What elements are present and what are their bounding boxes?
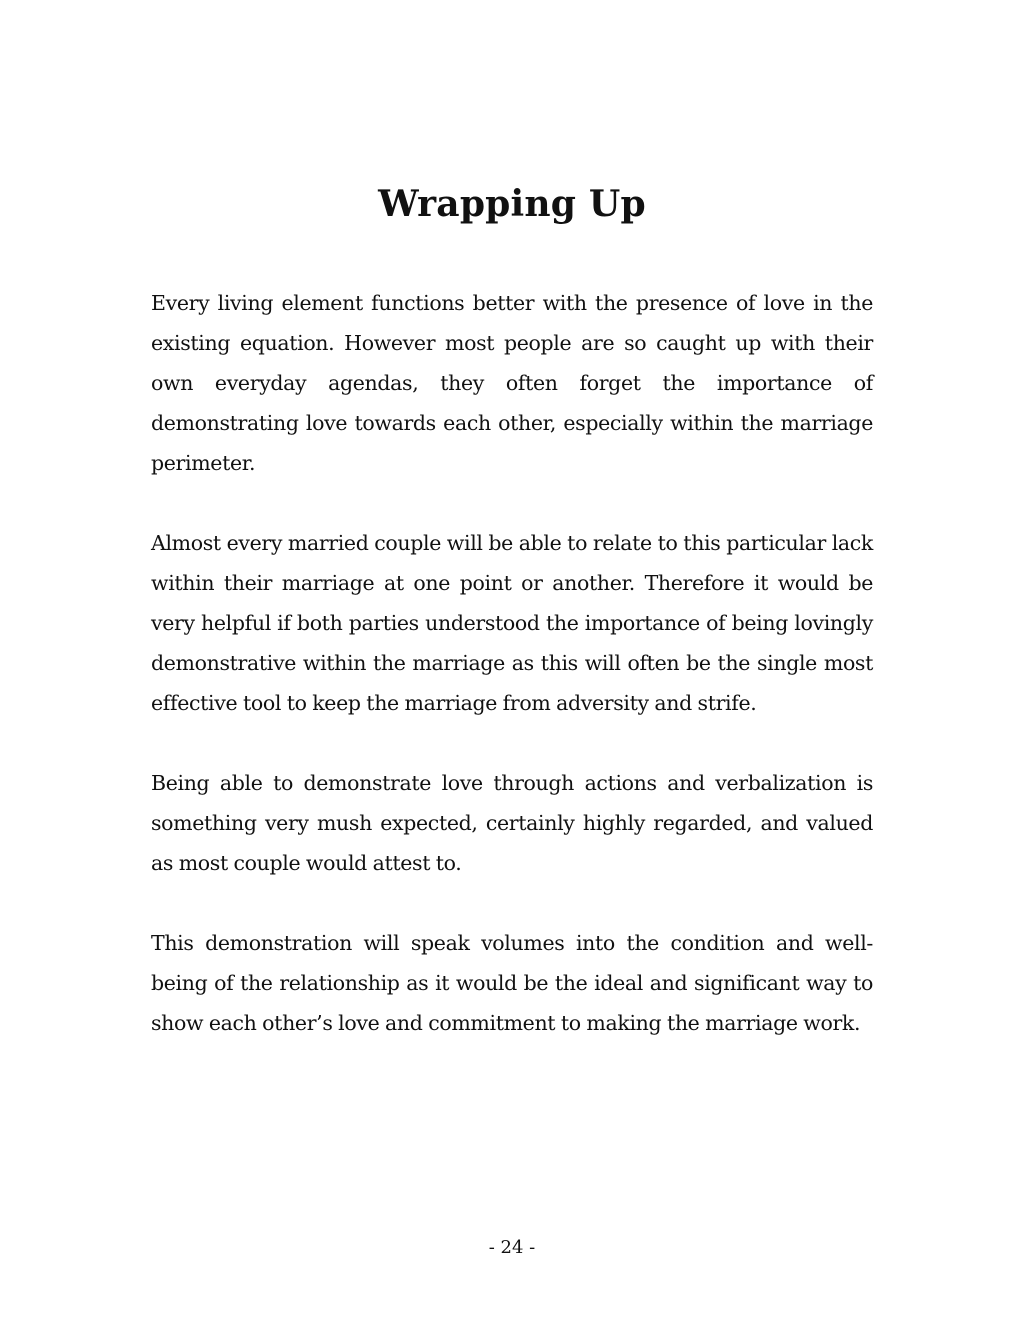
paragraph: This demonstration will speak volumes into the condition and well-being of the relationship as it would be the ideal and significant way to show each other’s love and commitment to making the marriage work.: [151, 931, 873, 1035]
paragraph: Every living element functions better with the presence of love in the existing equation. However most people are so caught up with their own everyday agendas, they often forget the importance of demonstrating love towards each other, especially within the marriage perimeter.: [151, 291, 873, 475]
page-title: Wrapping Up: [378, 183, 646, 225]
page-number: - 24 -: [488, 1237, 536, 1258]
body-text: [151, 283, 873, 1083]
paragraph: Being able to demonstrate love through actions and verbalization is something very mush expected, certainly highly regarded, and valued as most couple would attest to.: [151, 771, 873, 875]
paragraph: Almost every married couple will be able to relate to this particular lack within their marriage at one point or another. Therefore it would be very helpful if both parties understood the importance of being lovingly demonstrative within the marriage as this will often be the single most effective tool to keep the marriage from adversity and strife.: [151, 531, 873, 715]
